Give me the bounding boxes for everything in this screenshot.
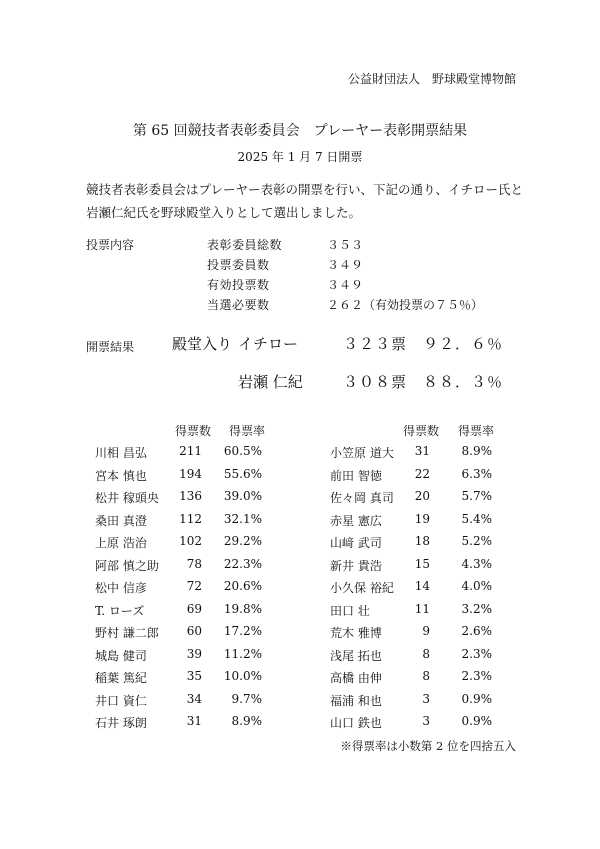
candidate-rate: 0.9% — [461, 691, 492, 706]
candidate-name: 桑田 真澄 — [95, 513, 147, 528]
candidate-rate: 0.9% — [461, 714, 492, 728]
candidate-rate: 19.8% — [223, 601, 262, 616]
votes-row-value: ３５３ — [327, 238, 364, 252]
result-section-label: 開票結果 — [86, 340, 135, 354]
candidate-name: 田口 壮 — [330, 603, 370, 618]
candidate-name: 井口 資仁 — [95, 693, 147, 708]
inductee-result: ３０８票 ８８．３％ — [343, 373, 504, 391]
votes-row-value: ３４９ — [327, 258, 364, 272]
candidate-rate: 8.9% — [461, 444, 492, 458]
candidate-name: 山口 鉄也 — [330, 716, 382, 730]
candidate-name: 前田 智徳 — [330, 468, 382, 483]
votes-row — [207, 256, 363, 273]
candidate-votes: 112 — [179, 511, 202, 526]
candidate-name: 宮本 慎也 — [95, 468, 147, 483]
candidate-votes: 8 — [422, 646, 430, 661]
candidate-rate: 32.1% — [223, 511, 262, 526]
candidate-rate: 3.2% — [461, 601, 492, 616]
candidate-rate: 11.2% — [223, 646, 262, 661]
candidate-rate: 29.2% — [223, 534, 262, 548]
candidate-name: T. ローズ — [95, 603, 145, 618]
candidate-name: 城島 健司 — [95, 648, 147, 663]
candidate-votes: 31 — [414, 444, 430, 458]
candidate-rate: 4.3% — [461, 556, 492, 571]
candidate-votes: 14 — [414, 579, 430, 593]
candidate-votes: 9 — [422, 624, 430, 638]
inducted-category: 殿堂入り — [172, 335, 233, 353]
candidate-votes: 8 — [422, 669, 430, 683]
candidate-rate: 39.0% — [223, 489, 262, 503]
candidate-votes: 194 — [179, 466, 202, 481]
candidate-name: 赤星 憲広 — [330, 513, 382, 528]
candidate-votes: 102 — [179, 534, 202, 548]
candidate-votes: 60 — [186, 624, 202, 638]
candidate-rate: 10.0% — [223, 669, 262, 683]
candidate-name: 高橋 由伸 — [330, 671, 382, 685]
candidate-rate: 60.5% — [223, 444, 262, 458]
candidate-votes: 211 — [179, 444, 202, 458]
candidate-rate: 55.6% — [223, 466, 262, 481]
candidate-name: 上原 浩治 — [95, 536, 147, 550]
candidate-name: 小久保 裕紀 — [330, 581, 394, 595]
candidate-name: 荒木 雅博 — [330, 626, 382, 640]
count-date: 2025 年 1 月 7 日開票 — [237, 150, 363, 164]
candidate-votes: 78 — [186, 556, 202, 571]
inductee-name: 岩瀬 仁紀 — [238, 373, 303, 391]
inductee-name: イチロー — [238, 335, 299, 353]
candidate-name: 小笠原 道大 — [330, 446, 394, 460]
left-votes-header: 得票数 — [175, 424, 212, 438]
candidate-name: 松井 稼頭央 — [95, 491, 159, 505]
candidate-name: 山﨑 武司 — [330, 536, 382, 550]
votes-row-key: 投票委員数 — [207, 258, 270, 272]
candidate-name: 野村 謙二郎 — [95, 626, 159, 640]
candidate-rate: 2.3% — [461, 646, 492, 661]
candidate-name: 稲葉 篤紀 — [95, 671, 147, 685]
candidate-votes: 34 — [186, 691, 202, 706]
organization-name: 公益財団法人 野球殿堂博物館 — [347, 72, 516, 86]
candidate-votes: 136 — [179, 489, 202, 503]
candidate-votes: 20 — [414, 489, 430, 503]
candidate-votes: 35 — [186, 669, 202, 683]
candidate-votes: 3 — [422, 714, 430, 728]
votes-row — [207, 276, 363, 293]
candidate-name: 福浦 和也 — [330, 693, 382, 708]
candidate-votes: 22 — [414, 466, 430, 481]
votes-row — [207, 296, 483, 313]
candidate-rate: 6.3% — [461, 466, 492, 481]
candidate-votes: 72 — [186, 579, 202, 593]
left-rate-header: 得票率 — [229, 424, 266, 438]
candidate-votes: 3 — [422, 691, 430, 706]
page-title: 第 65 回競技者表彰委員会 プレーヤー表彰開票結果 — [132, 123, 468, 139]
candidate-name: 石井 琢朗 — [95, 716, 147, 730]
candidate-rate: 5.2% — [461, 534, 492, 548]
votes-row-value: ３４９ — [327, 278, 364, 292]
candidate-votes: 15 — [414, 556, 430, 571]
candidate-rate: 2.6% — [461, 624, 492, 638]
candidate-rate: 8.9% — [231, 714, 262, 728]
candidate-name: 浅尾 拓也 — [330, 648, 382, 663]
votes-row — [207, 236, 363, 253]
votes-row-key: 表彰委員総数 — [207, 238, 283, 252]
candidate-votes: 18 — [414, 534, 430, 548]
votes-section-label: 投票内容 — [86, 238, 135, 252]
right-votes-header: 得票数 — [403, 424, 440, 438]
candidate-rate: 17.2% — [223, 624, 262, 638]
candidate-rate: 4.0% — [461, 579, 492, 593]
intro-paragraph: 競技者表彰委員会はプレーヤー表彰の開票を行い、下記の通り、イチロー氏と岩瀬仁紀氏を野球殿堂入りとして選出しました。 — [86, 182, 524, 220]
candidate-rate: 2.3% — [461, 669, 492, 683]
candidate-votes: 69 — [186, 601, 202, 616]
candidate-rate: 5.7% — [461, 489, 492, 503]
candidate-name: 阿部 慎之助 — [95, 558, 159, 573]
candidate-votes: 11 — [414, 601, 430, 616]
candidate-name: 佐々岡 真司 — [330, 491, 394, 505]
candidate-rate: 5.4% — [461, 511, 492, 526]
candidate-rate: 9.7% — [231, 691, 262, 706]
inductee-result: ３２３票 ９２．６％ — [343, 335, 504, 353]
candidate-rate: 22.3% — [223, 556, 262, 571]
votes-row-key: 有効投票数 — [207, 278, 270, 292]
candidate-name: 松中 信彦 — [95, 581, 147, 595]
candidate-votes: 31 — [186, 714, 202, 728]
candidate-votes: 39 — [186, 646, 202, 661]
candidate-name: 川相 昌弘 — [95, 446, 147, 460]
right-rate-header: 得票率 — [458, 424, 495, 438]
candidate-rate: 20.6% — [223, 579, 262, 593]
candidate-votes: 19 — [414, 511, 430, 526]
footnote: ※得票率は小数第 2 位を四捨五入 — [340, 739, 516, 753]
candidate-name: 新井 貴浩 — [330, 558, 382, 573]
votes-row-key: 当選必要数 — [207, 298, 270, 312]
votes-row-value: ２６２（有効投票の７５％） — [327, 298, 484, 312]
